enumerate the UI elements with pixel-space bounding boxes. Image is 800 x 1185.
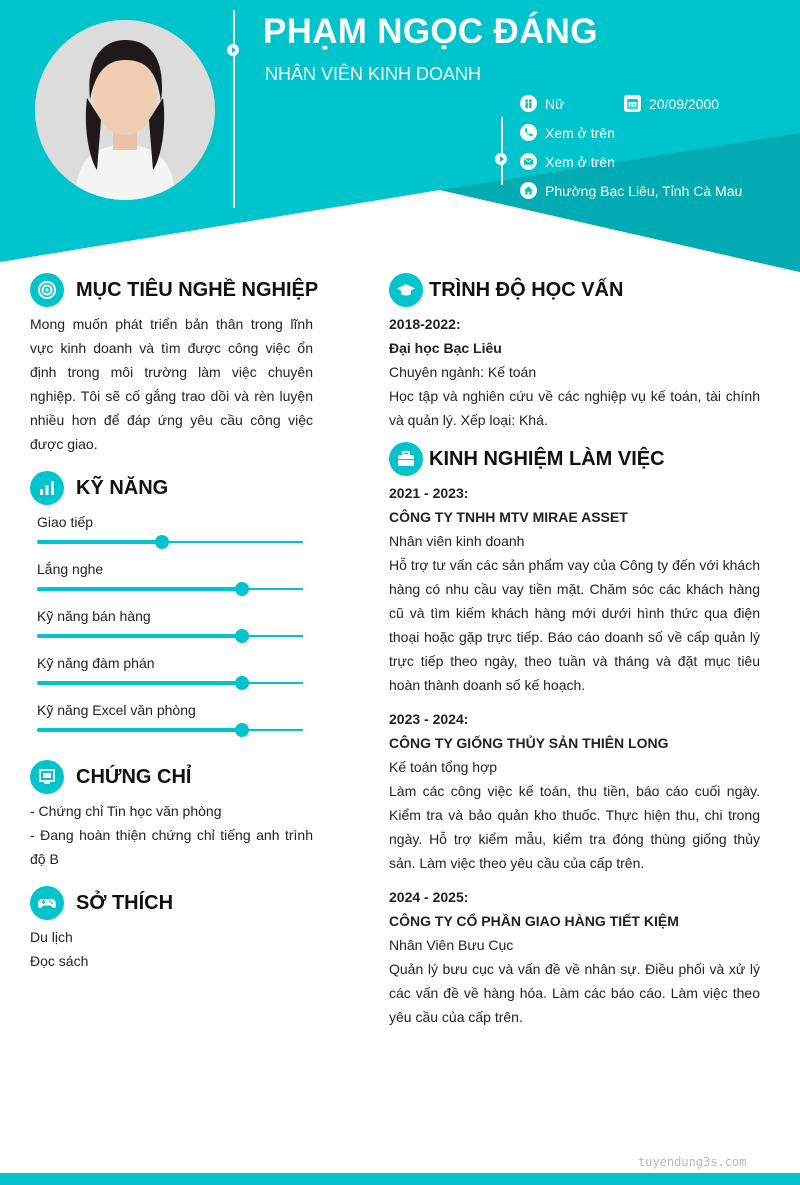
- certificate-item: - Chứng chỉ Tin học văn phòng: [30, 803, 222, 819]
- education-school: Đại học Bạc Liêu: [389, 340, 502, 356]
- hobbies-heading: [30, 886, 173, 920]
- certificate-icon: [30, 760, 64, 794]
- job-desc: Hỗ trợ tư vấn các sản phẩm vay của Công ty đến với khách hàng có nhu cầu vay tiền mặt. Chăm sóc các khách hàng cũ và tìm kiếm khách hàng mới dưới hình thức qua điện thoại hoặc gặp trực tiếp. Báo cáo doanh số về cấp quản lý trực tiếp theo ngày, theo tuần và tháng và đặt mục tiêu hoàn thành doanh số kế hoạch.: [389, 557, 760, 693]
- skill-knob: [235, 676, 249, 690]
- objective-heading: [30, 273, 318, 307]
- contact-divider: [501, 117, 503, 185]
- cv-header: [0, 0, 800, 280]
- email-value[interactable]: Xem ở trên: [545, 153, 615, 170]
- education-entry: [389, 312, 760, 432]
- candidate-role: NHÂN VIÊN KINH DOANH: [265, 64, 482, 84]
- job-desc: Quản lý bưu cục và vấn đề về nhân sự. Điều phối và xử lý các vấn đề về hàng hóa. Làm các báo cáo. Làm việc theo yêu cầu của cấp trên.: [389, 961, 760, 1025]
- briefcase-icon: [389, 442, 423, 476]
- contact-gender: [520, 95, 564, 112]
- contact-marker-icon: [495, 153, 507, 165]
- header-divider: [233, 10, 235, 208]
- gender-value: Nữ: [545, 95, 565, 112]
- skill-fill: [37, 587, 242, 591]
- watermark: tuyendung3s.com: [638, 1155, 747, 1169]
- education-desc: Học tập và nghiên cứu về các nghiệp vụ kế toán, tài chính và quản lý. Xếp loại: Khá.: [389, 388, 760, 428]
- job-desc: Làm các công việc kế toán, thu tiền, báo cáo cuối ngày. Kiểm tra và bảo quản kho thuốc. Thực hiện thu, chi trong ngày. Hỗ trợ kiểm mẫu, kiểm tra đóng thùng giống thủy sản. Làm việc theo yêu cầu của cấp trên.: [389, 783, 760, 871]
- skill-label: Giao tiếp: [37, 514, 94, 530]
- gamepad-icon: [30, 886, 64, 920]
- objective-title: MỤC TIÊU NGHỀ NGHIỆP: [76, 278, 319, 301]
- certificates-title: CHỨNG CHỈ: [76, 765, 192, 788]
- contact-email: [520, 153, 615, 170]
- job-position: Kế toán tổng hợp: [389, 759, 498, 775]
- phone-value[interactable]: Xem ở trên: [545, 124, 615, 141]
- gender-icon: [520, 95, 537, 112]
- certificates-list: [30, 799, 313, 871]
- phone-icon: [520, 124, 537, 141]
- skill-fill: [37, 681, 242, 685]
- skill-fill: [37, 634, 242, 638]
- experience-entry: [389, 885, 760, 1029]
- experience-heading: [389, 442, 665, 476]
- skill-item: [37, 655, 303, 695]
- skill-knob: [235, 723, 249, 737]
- skills-heading: [30, 471, 168, 505]
- candidate-name: PHẠM NGỌC ĐÁNG: [263, 12, 598, 51]
- skill-label: Kỹ năng đàm phán: [37, 655, 155, 671]
- job-position: Nhân viên kinh doanh: [389, 533, 525, 549]
- skill-fill: [37, 540, 162, 544]
- email-icon: [520, 153, 537, 170]
- job-period: 2023 - 2024:: [389, 711, 469, 727]
- job-period: 2024 - 2025:: [389, 889, 469, 905]
- skill-fill: [37, 728, 242, 732]
- objective-text: Mong muốn phát triển bản thân trong lĩnh vực kinh doanh và tìm được công việc ổn định trong môi trường làm việc chuyên nghiệp. Tôi sẽ cố gắng trao dồi và rèn luyện nhiều hơn để đáp ứng yêu cầu công việc được giao.: [30, 316, 313, 452]
- hobbies-title: SỞ THÍCH: [76, 891, 174, 914]
- job-company: CÔNG TY GIỐNG THỦY SẢN THIÊN LONG: [389, 735, 669, 751]
- certificate-item: - Đang hoàn thiện chứng chỉ tiếng anh trình độ B: [30, 827, 313, 867]
- contact-dob: [624, 95, 719, 112]
- address-value: Phường Bạc Liêu, Tỉnh Cà Mau: [545, 182, 743, 199]
- contact-address: [520, 182, 742, 199]
- graduation-cap-icon: [389, 273, 423, 307]
- hobbies-list: [30, 925, 313, 973]
- education-period: 2018-2022:: [389, 316, 461, 332]
- education-heading: [389, 273, 623, 307]
- skill-item: [37, 608, 303, 648]
- dob-value: 20/09/2000: [649, 95, 720, 112]
- contact-phone: [520, 124, 615, 141]
- footer-bar: [0, 1173, 800, 1185]
- experience-title: KINH NGHIỆM LÀM VIỆC: [429, 447, 665, 470]
- skill-knob: [155, 535, 169, 549]
- divider-marker-icon: [227, 44, 239, 56]
- education-title: TRÌNH ĐỘ HỌC VẤN: [429, 278, 624, 301]
- target-icon: [30, 273, 64, 307]
- experience-entry: [389, 481, 760, 697]
- skill-label: Kỹ năng Excel văn phòng: [37, 702, 196, 718]
- certificates-heading: [30, 760, 191, 794]
- job-company: CÔNG TY TNHH MTV MIRAE ASSET: [389, 509, 628, 525]
- skill-item: [37, 702, 303, 742]
- skills-title: KỸ NĂNG: [76, 476, 169, 499]
- job-company: CÔNG TY CỔ PHẦN GIAO HÀNG TIẾT KIỆM: [389, 913, 679, 929]
- avatar: [35, 20, 215, 200]
- skill-knob: [235, 629, 249, 643]
- calendar-icon: [624, 95, 641, 112]
- skill-label: Lắng nghe: [37, 561, 104, 577]
- job-position: Nhân Viên Bưu Cục: [389, 937, 514, 953]
- hobby-item: Đọc sách: [30, 953, 89, 969]
- home-icon: [520, 182, 537, 199]
- job-period: 2021 - 2023:: [389, 485, 469, 501]
- experience-entry: [389, 707, 760, 875]
- education-major: Chuyên ngành: Kế toán: [389, 364, 537, 380]
- skill-label: Kỹ năng bán hàng: [37, 608, 151, 624]
- bar-chart-icon: [30, 471, 64, 505]
- skill-knob: [235, 582, 249, 596]
- hobby-item: Du lịch: [30, 929, 73, 945]
- skill-item: [37, 561, 303, 601]
- skill-item: [37, 514, 303, 554]
